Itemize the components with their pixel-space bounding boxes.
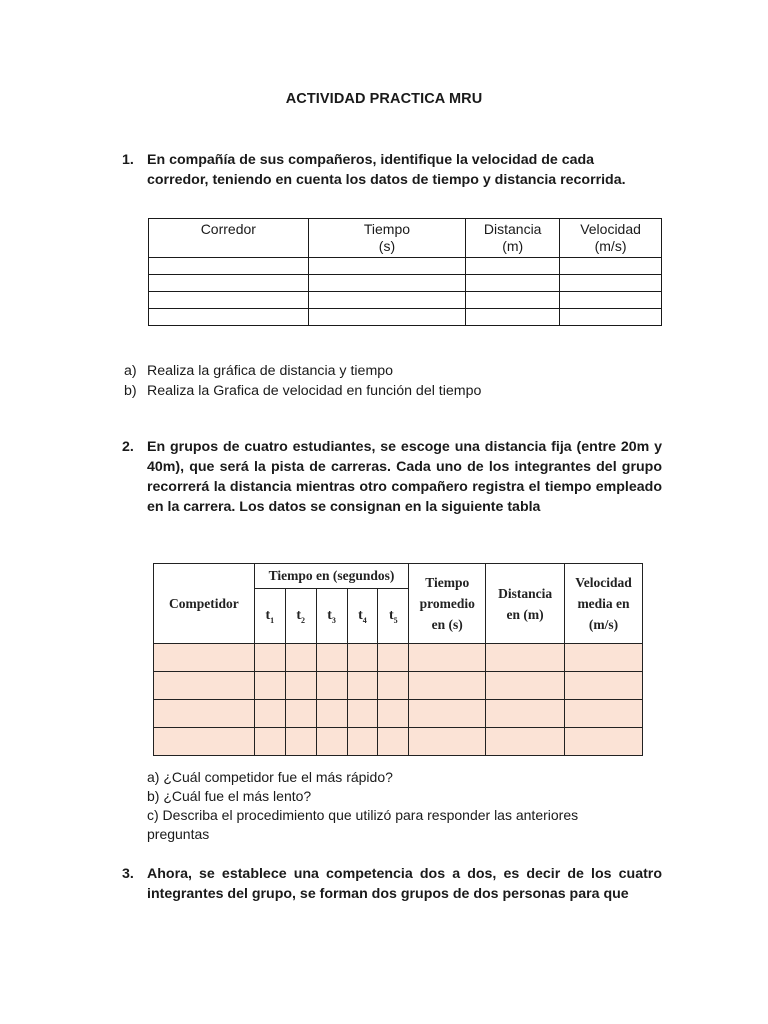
- header-corredor: Corredor: [200, 221, 256, 237]
- header-line: Distancia: [498, 585, 553, 601]
- header-tiempo-unit: (s): [378, 238, 396, 254]
- header-t4: [347, 589, 378, 644]
- table-cell[interactable]: [378, 728, 409, 756]
- header-cell: [149, 219, 309, 258]
- table-cell[interactable]: [378, 672, 409, 700]
- item-label: a): [124, 363, 137, 379]
- time-index: 3: [331, 615, 336, 625]
- header-distancia: [486, 564, 565, 644]
- header-t3: [316, 589, 347, 644]
- table-row: [149, 275, 662, 292]
- runner-table: [148, 218, 662, 326]
- table-cell[interactable]: [409, 728, 486, 756]
- table-cell[interactable]: [316, 672, 347, 700]
- question-2-sub-c-cont: preguntas: [147, 826, 210, 842]
- time-index: 1: [270, 615, 275, 625]
- table-cell[interactable]: [149, 258, 309, 275]
- question-2-sub-b: b) ¿Cuál fue el más lento?: [147, 788, 312, 804]
- header-velocidad: Velocidad: [580, 221, 641, 237]
- header-t1: [254, 589, 285, 644]
- header-line: Tiempo: [425, 575, 470, 590]
- header-tiempo: Tiempo: [363, 221, 411, 237]
- table-cell[interactable]: [466, 258, 560, 275]
- table-cell[interactable]: [565, 728, 643, 756]
- header-velocidad-media: [565, 564, 643, 644]
- table-cell[interactable]: [409, 672, 486, 700]
- question-2-sub-c: c) Describa el procedimiento que utilizó para responder las anteriores: [147, 807, 579, 823]
- table-row: [149, 309, 662, 326]
- table-cell[interactable]: [378, 644, 409, 672]
- table-cell[interactable]: [560, 292, 662, 309]
- header-cell: [308, 219, 466, 258]
- table-cell[interactable]: [409, 700, 486, 728]
- table-cell[interactable]: [308, 275, 466, 292]
- header-distancia-unit: (m): [502, 238, 524, 254]
- question-2-text: En grupos de cuatro estudiantes, se escoge una distancia fija (entre 20m y 40m), que será la pista de carreras. Cada uno de los integrantes del grupo recorrerá la distancia mientras otro compañero registra el tiempo empleado en la carrera. Los datos se consignan en la siguiente tabla: [147, 439, 662, 515]
- table-cell[interactable]: [486, 672, 565, 700]
- question-3-text: Ahora, se establece una competencia dos a dos, es decir de los cuatro integrantes del grupo, se forman dos grupos de dos personas para que: [147, 866, 662, 902]
- table-cell[interactable]: [285, 644, 316, 672]
- time-label: t: [265, 607, 271, 623]
- table-cell[interactable]: [149, 275, 309, 292]
- item-text: Realiza la Grafica de velocidad en función del tiempo: [147, 383, 482, 399]
- header-line: (m/s): [588, 617, 619, 632]
- table-cell[interactable]: [308, 309, 466, 326]
- item-text: Realiza la gráfica de distancia y tiempo: [147, 363, 394, 379]
- table-cell[interactable]: [316, 728, 347, 756]
- table-cell[interactable]: [466, 309, 560, 326]
- table-cell[interactable]: [154, 728, 255, 756]
- page-title: ACTIVIDAD PRACTICA MRU: [285, 91, 483, 107]
- header-line: promedio: [419, 596, 475, 611]
- header-cell: [466, 219, 560, 258]
- table-row: [154, 644, 643, 672]
- table-cell[interactable]: [285, 728, 316, 756]
- table-cell[interactable]: [154, 700, 255, 728]
- table-cell[interactable]: [308, 258, 466, 275]
- table-cell[interactable]: [347, 728, 378, 756]
- header-line: en (m): [506, 606, 544, 622]
- table-cell[interactable]: [486, 644, 565, 672]
- table-cell[interactable]: [149, 292, 309, 309]
- table-cell[interactable]: [254, 672, 285, 700]
- table-cell[interactable]: [378, 700, 409, 728]
- table-cell[interactable]: [316, 644, 347, 672]
- table-row: [154, 728, 643, 756]
- competitor-table-header-row-1: [154, 564, 643, 589]
- question-2: [122, 437, 662, 517]
- header-t2: [285, 589, 316, 644]
- table-cell[interactable]: [560, 275, 662, 292]
- table-cell[interactable]: [565, 644, 643, 672]
- question-3: [122, 864, 662, 904]
- table-cell[interactable]: [316, 700, 347, 728]
- header-line: en (s): [431, 617, 463, 632]
- table-cell[interactable]: [254, 728, 285, 756]
- header-tiempo-promedio: [409, 564, 486, 644]
- table-cell[interactable]: [154, 672, 255, 700]
- table-cell[interactable]: [285, 672, 316, 700]
- header-t5: [378, 589, 409, 644]
- table-cell[interactable]: [466, 275, 560, 292]
- time-index: 5: [393, 615, 398, 625]
- table-cell[interactable]: [347, 672, 378, 700]
- question-2-number: 2.: [122, 439, 134, 455]
- table-row: [149, 292, 662, 309]
- table-row: [154, 700, 643, 728]
- header-line: Velocidad: [575, 575, 632, 590]
- table-cell[interactable]: [347, 644, 378, 672]
- table-cell[interactable]: [409, 644, 486, 672]
- question-3-number: 3.: [122, 866, 134, 882]
- question-2-sub-a: a) ¿Cuál competidor fue el más rápido?: [147, 769, 393, 785]
- question-1-item-b: [124, 381, 481, 401]
- header-competidor: Competidor: [154, 564, 255, 644]
- table-cell[interactable]: [486, 700, 565, 728]
- time-label: t: [296, 607, 301, 623]
- table-cell[interactable]: [154, 644, 255, 672]
- item-label: b): [124, 383, 137, 399]
- table-cell[interactable]: [565, 700, 643, 728]
- time-index: 2: [301, 615, 305, 625]
- table-cell[interactable]: [254, 700, 285, 728]
- table-row: [154, 672, 643, 700]
- time-index: 4: [362, 615, 367, 625]
- time-label: t: [389, 607, 394, 623]
- table-cell[interactable]: [466, 292, 560, 309]
- competitor-table: [153, 563, 643, 756]
- question-1-number: 1.: [122, 152, 134, 168]
- table-cell[interactable]: [565, 672, 643, 700]
- table-row: [149, 258, 662, 275]
- table-cell[interactable]: [560, 258, 662, 275]
- question-1-line-1: En compañía de sus compañeros, identifique la velocidad de cada: [147, 152, 595, 168]
- table-cell[interactable]: [308, 292, 466, 309]
- question-1: [122, 150, 662, 190]
- time-label: t: [358, 607, 363, 623]
- header-cell: [560, 219, 662, 258]
- table-cell[interactable]: [285, 700, 316, 728]
- table-cell[interactable]: [560, 309, 662, 326]
- table-cell[interactable]: [347, 700, 378, 728]
- header-line: media en: [577, 596, 630, 611]
- header-tiempo-segundos: Tiempo en (segundos): [254, 564, 408, 589]
- time-label: t: [327, 607, 332, 623]
- question-1-line-2: corredor, teniendo en cuenta los datos de tiempo y distancia recorrida.: [147, 172, 626, 188]
- question-1-item-a: [124, 361, 393, 381]
- table-cell[interactable]: [149, 309, 309, 326]
- header-velocidad-unit: (m/s): [594, 238, 627, 254]
- header-distancia: Distancia: [483, 221, 542, 237]
- table-cell[interactable]: [486, 728, 565, 756]
- table-cell[interactable]: [254, 644, 285, 672]
- runner-table-header: [149, 219, 662, 258]
